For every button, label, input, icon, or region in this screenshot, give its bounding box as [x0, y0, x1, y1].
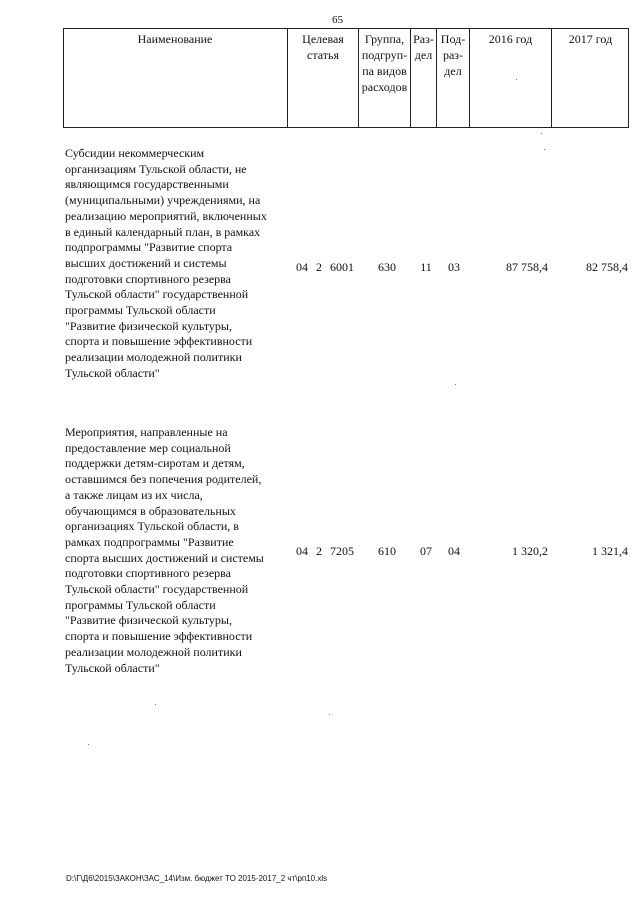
row-name-line: высших достижений и системы: [65, 255, 227, 270]
table-row: [63, 425, 629, 685]
row-name-line: в единый календарный план, в рамках: [65, 224, 261, 239]
row-subsection: 04: [448, 544, 460, 558]
header-name: [63, 28, 288, 128]
header-section-line: дел: [414, 48, 433, 62]
scan-speck: [516, 79, 517, 80]
row-section: 11: [420, 260, 432, 274]
header-subsection-line: дел: [444, 64, 462, 78]
row-name: [65, 425, 287, 676]
row-name-line: спорта высших достижений и системы: [65, 550, 264, 565]
row-target-a: 04: [296, 544, 308, 558]
row-name-line: организациям Тульской области, не: [65, 161, 247, 176]
header-target-article: [288, 28, 359, 128]
row-name-line: оставшимся без попечения родителей,: [65, 472, 262, 487]
scan-speck: [155, 704, 156, 705]
row-name-line: обучающимся в образовательных: [65, 503, 236, 518]
row-name-line: реализации молодежной политики: [65, 644, 242, 659]
header-group-line: Группа,: [364, 32, 405, 46]
header-group-line: подгруп-: [361, 48, 408, 62]
row-target-b: 2: [316, 260, 322, 274]
row-target-c: 7205: [330, 544, 354, 558]
row-name-line: Мероприятия, направленные на: [65, 425, 228, 439]
row-amount-2016: 1 320,2: [512, 544, 548, 558]
row-name-line: (муниципальными) учреждениями, на: [65, 193, 261, 208]
row-name-line: предоставление мер социальной: [65, 440, 231, 455]
row-target-c: 6001: [330, 260, 354, 274]
row-name-line: программы Тульской области: [65, 303, 216, 318]
row-name-line: подготовки спортивного резерва: [65, 566, 231, 581]
scan-speck: [541, 133, 542, 134]
row-name-line: спорта и повышение эффективности: [65, 334, 253, 349]
row-amount-2016: 87 758,4: [506, 260, 548, 274]
row-name-line: организациях Тульской области, в: [65, 519, 239, 534]
row-name-line: поддержки детям-сиротам и детям,: [65, 456, 245, 471]
page-number: 65: [332, 14, 343, 26]
header-target-article-line: Целевая: [302, 32, 344, 46]
row-name-line: являющимся государственными: [65, 177, 229, 192]
header-subsection: [437, 28, 470, 128]
header-name-label: Наименование: [137, 32, 213, 46]
row-name-line: спорта и повышение эффективности: [65, 629, 253, 644]
row-name-line: Тульской области" государственной: [65, 582, 249, 597]
table-row: [63, 146, 629, 396]
row-subsection: 03: [448, 260, 460, 274]
scan-speck: [88, 744, 89, 745]
row-name-line: программы Тульской области: [65, 597, 216, 612]
row-name-line: Тульской области": [65, 365, 160, 380]
header-section-line: Раз-: [413, 32, 434, 46]
header-2016-label: 2016 год: [488, 32, 533, 46]
row-name-line: подпрограммы "Развитие спорта: [65, 240, 233, 255]
header-subsection-line: Под-: [440, 32, 466, 46]
header-2016: [470, 28, 552, 128]
header-2017-label: 2017 год: [568, 32, 613, 46]
header-subsection-line: раз-: [442, 48, 464, 62]
header-group-line: па видов: [362, 64, 407, 78]
file-path-footer: D:\Г\Д6\2015\ЗАКОН\ЗАС_14\Изм. бюджет ТО 2015-2017_2 чт\рп10.xls: [66, 874, 328, 883]
row-name-line: реализации молодежной политики: [65, 350, 242, 365]
header-group-line: расходов: [361, 80, 408, 94]
row-target-b: 2: [316, 544, 322, 558]
header-2017: [552, 28, 629, 128]
row-name-line: а также лицам из их числа,: [65, 487, 203, 502]
row-amount-2017: 82 758,4: [586, 260, 628, 274]
row-name-line: "Развитие физической культуры,: [65, 613, 232, 628]
row-name: [65, 146, 287, 382]
scan-speck: [544, 149, 545, 150]
header-target-article-line: статья: [307, 48, 339, 62]
scan-speck: [329, 714, 330, 715]
row-amount-2017: 1 321,4: [592, 544, 628, 558]
row-name-line: Тульской области": [65, 660, 160, 675]
row-name-line: Субсидии некоммерческим: [65, 146, 205, 160]
row-name-line: рамках подпрограммы "Развитие: [65, 534, 234, 549]
row-name-line: реализацию мероприятий, включенных: [65, 208, 267, 223]
row-group: 610: [378, 544, 396, 558]
row-group: 630: [378, 260, 396, 274]
scan-speck: [455, 384, 456, 385]
row-section: 07: [420, 544, 432, 558]
header-section: [411, 28, 437, 128]
row-name-line: подготовки спортивного резерва: [65, 271, 231, 286]
row-target-a: 04: [296, 260, 308, 274]
table-header: [63, 28, 629, 128]
header-expense-group: [359, 28, 411, 128]
row-name-line: "Развитие физической культуры,: [65, 318, 232, 333]
row-name-line: Тульской области" государственной: [65, 287, 249, 302]
